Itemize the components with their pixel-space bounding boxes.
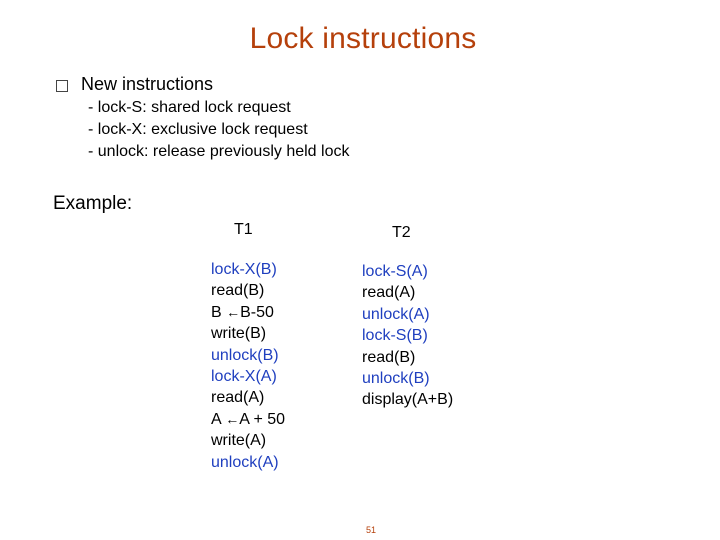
instruction-text: lock-X(A) <box>211 368 277 386</box>
t1-line <box>211 345 285 366</box>
instruction-text: unlock(A) <box>362 305 430 323</box>
t1-line <box>211 259 285 280</box>
example-label: Example: <box>53 193 133 214</box>
t1-line <box>211 430 285 451</box>
t1-line <box>211 452 285 473</box>
t2-line <box>362 347 453 368</box>
square-bullet-icon <box>56 80 68 92</box>
t2-line <box>362 304 453 325</box>
instruction-text: write(A) <box>211 432 267 450</box>
instruction-text: display(A+B) <box>362 391 454 409</box>
instruction-text: lock-X(B) <box>211 261 277 278</box>
instruction-text: write(B) <box>211 325 267 343</box>
left-arrow-icon: ← <box>226 303 241 320</box>
instruction-text: unlock(B) <box>362 370 430 388</box>
sub-item-lock-s: - lock-S: shared lock request <box>88 99 291 116</box>
left-arrow-icon: ← <box>225 410 240 427</box>
instruction-text: A + 50 <box>239 410 286 428</box>
instruction-text: read(B) <box>211 282 265 300</box>
t2-line <box>362 389 453 410</box>
t2-column <box>362 261 453 411</box>
t2-line <box>362 261 453 282</box>
instruction-text: unlock(B) <box>211 346 279 364</box>
instruction-text: B-50 <box>240 303 274 321</box>
slide-title: Lock instructions <box>249 22 477 55</box>
t1-line <box>211 409 285 430</box>
page-number: 51 <box>366 525 377 535</box>
t2-header: T2 <box>392 224 411 241</box>
instruction-text: lock-S(B) <box>362 327 428 345</box>
t2-line <box>362 368 453 389</box>
t1-line <box>211 302 285 323</box>
instruction-text: read(B) <box>362 348 416 366</box>
t2-line <box>362 325 453 346</box>
t1-header: T1 <box>234 221 253 238</box>
instruction-text: lock-S(A) <box>362 263 428 280</box>
sub-item-unlock: - unlock: release previously held lock <box>88 143 350 160</box>
instruction-text: read(A) <box>362 284 416 302</box>
t1-line <box>211 366 285 387</box>
assign-target: B <box>211 303 227 321</box>
t2-line <box>362 282 453 303</box>
assign-target: A <box>211 410 226 428</box>
sub-item-lock-x: - lock-X: exclusive lock request <box>88 121 308 138</box>
t1-line <box>211 323 285 344</box>
instruction-text: unlock(A) <box>211 453 279 471</box>
bullet-text: New instructions <box>81 74 214 94</box>
bullet-new-instructions <box>56 74 213 95</box>
t1-line <box>211 387 285 408</box>
t1-column <box>211 259 285 473</box>
t1-line <box>211 280 285 301</box>
instruction-text: read(A) <box>211 389 265 407</box>
